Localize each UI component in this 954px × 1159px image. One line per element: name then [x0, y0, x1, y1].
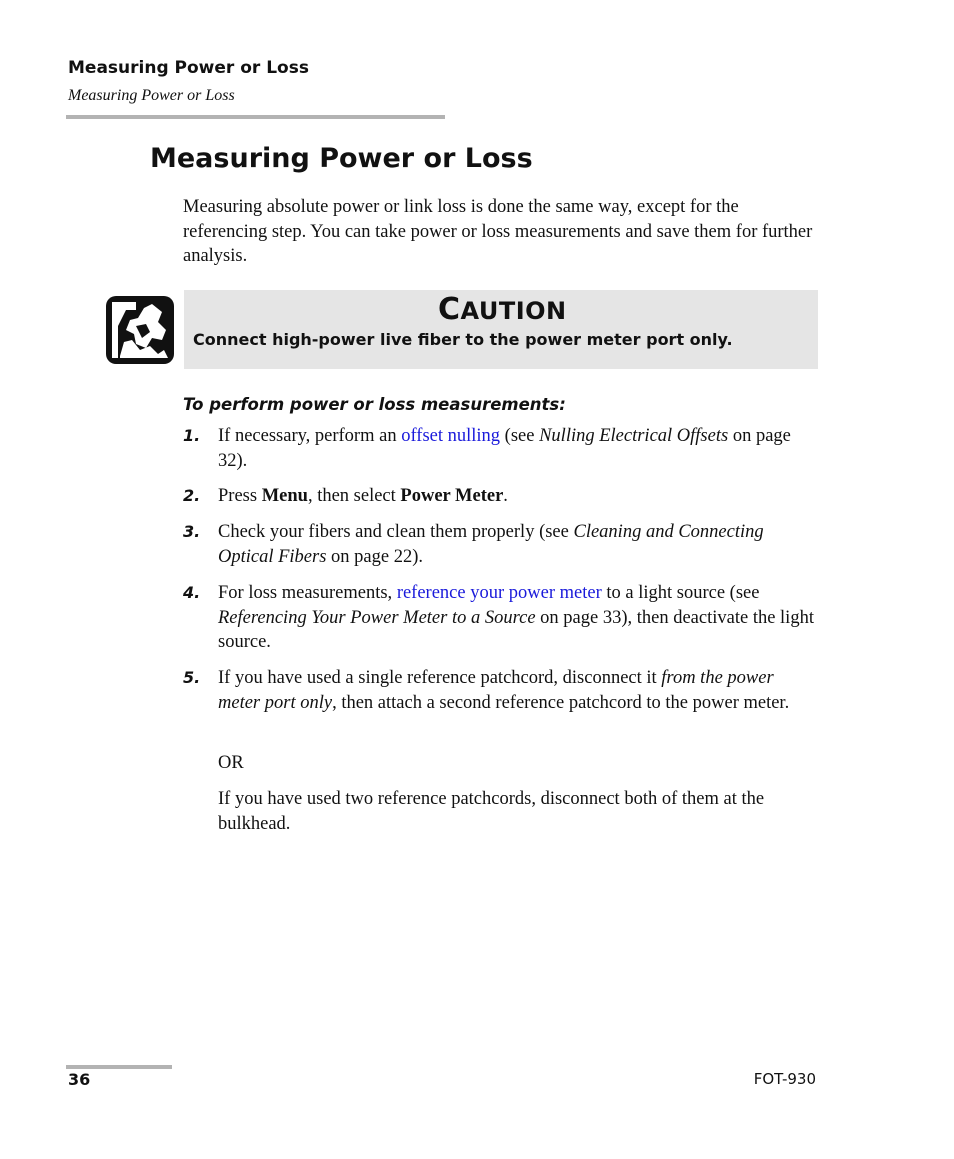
- step-3: [183, 520, 823, 569]
- step-text: [218, 424, 818, 473]
- menu-keyword: Menu: [261, 486, 308, 506]
- step-text-part: If necessary, perform an: [218, 426, 402, 446]
- step-4: [183, 581, 823, 655]
- step-text-part: on page 32).: [218, 426, 791, 471]
- alternative-paragraph: If you have used two reference patchcords, disconnect both of them at the bulkhead.: [218, 789, 765, 834]
- power-meter-keyword: Power Meter: [400, 486, 504, 506]
- cross-reference: Referencing Your Power Meter to a Source: [218, 607, 536, 628]
- step-text-part: , then attach a second reference patchcord to the power meter.: [332, 692, 790, 713]
- caution-box: [184, 290, 818, 369]
- or-separator: OR: [218, 753, 244, 773]
- emphasis: from the power meter port only: [218, 668, 774, 713]
- running-header-title: Measuring Power or Loss: [68, 58, 309, 78]
- step-text: [218, 484, 818, 509]
- step-text-part: For loss measurements,: [218, 583, 397, 603]
- step-text: [218, 666, 818, 715]
- caution-hand-icon: [106, 296, 174, 364]
- reference-power-meter-link[interactable]: reference your power meter: [396, 583, 602, 603]
- step-text-part: Press: [218, 486, 262, 506]
- caution-title: CAUTION: [438, 292, 567, 327]
- step-2: [183, 484, 823, 509]
- page-title: Measuring Power or Loss: [150, 143, 533, 174]
- running-header-subtitle: Measuring Power or Loss: [68, 87, 235, 104]
- step-text-part: (see: [500, 426, 540, 446]
- caution-text: Connect high-power live fiber to the power meter port only.: [193, 330, 733, 349]
- step-1: [183, 424, 823, 473]
- header-rule: [66, 115, 445, 119]
- intro-paragraph: Measuring absolute power or link loss is done the same way, except for the referencing step. You can take power or loss measurements and save them for further analysis.: [183, 197, 813, 266]
- step-text-part: Check your fibers and clean them properly (see: [218, 522, 574, 542]
- page-number: 36: [68, 1070, 91, 1089]
- step-text-part: to a light source (see: [601, 583, 760, 603]
- step-number: 3.: [183, 522, 201, 541]
- step-text-part: on page 22).: [326, 546, 424, 567]
- step-number: 1.: [183, 426, 201, 445]
- step-text: [218, 581, 818, 655]
- step-number: 5.: [183, 668, 201, 687]
- step-5: [183, 666, 823, 715]
- step-text-part: on page 33), then deactivate the light source.: [218, 607, 814, 652]
- step-text: [218, 520, 818, 569]
- footer-rule: [66, 1065, 172, 1069]
- step-text-part: If you have used a single reference patchcord, disconnect it: [218, 668, 662, 688]
- offset-nulling-link[interactable]: offset nulling: [401, 426, 501, 446]
- step-text-part: .: [503, 486, 508, 506]
- procedure-title: To perform power or loss measurements:: [183, 395, 566, 414]
- cross-reference: Cleaning and Connecting Optical Fibers: [218, 522, 764, 567]
- cross-reference: Nulling Electrical Offsets: [539, 426, 729, 446]
- step-text-part: , then select: [307, 486, 401, 506]
- step-number: 2.: [183, 486, 201, 505]
- model-name: FOT-930: [753, 1070, 816, 1088]
- step-number: 4.: [183, 583, 201, 602]
